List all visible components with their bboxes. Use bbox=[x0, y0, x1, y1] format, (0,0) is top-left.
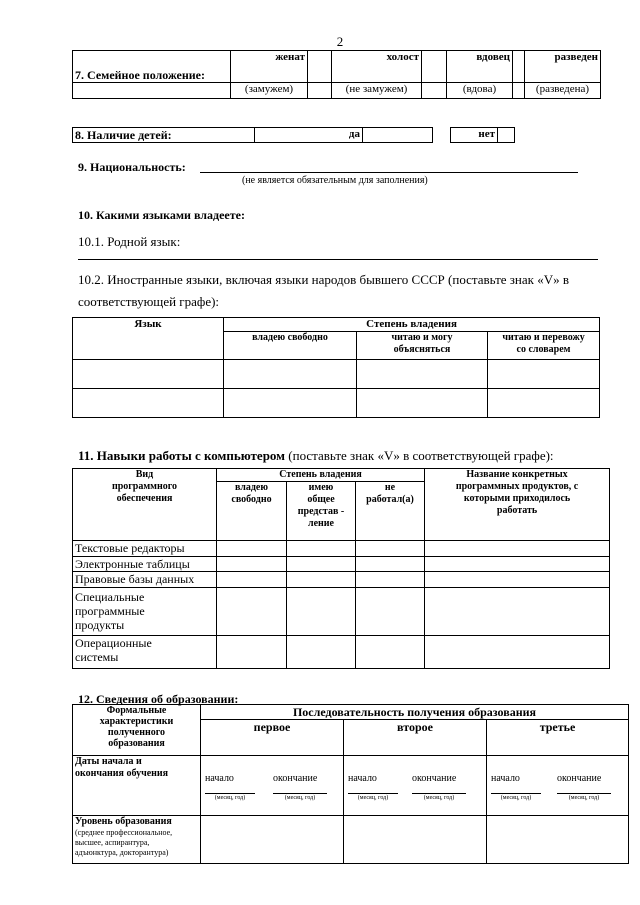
native-language-field[interactable] bbox=[78, 259, 598, 260]
option-widowed: вдовец bbox=[447, 51, 513, 83]
table-row bbox=[73, 556, 610, 571]
option-married: женат bbox=[231, 51, 308, 83]
foreign-languages-text-1: 10.2. Иностранные языки, включая языки народов бывшего СССР (поставьте знак «V» в bbox=[78, 272, 569, 287]
col-skill-general: имею общее представ - ление bbox=[287, 482, 356, 541]
table-row bbox=[73, 636, 610, 669]
col-skill-fluent: владею свободно bbox=[217, 482, 287, 541]
col-formal: Формальные характеристики полученного образования bbox=[73, 705, 201, 756]
table-row bbox=[73, 756, 629, 816]
col-second: второе bbox=[344, 720, 487, 756]
page-number: 2 bbox=[336, 34, 344, 49]
level-first[interactable] bbox=[201, 816, 344, 864]
checkbox-married[interactable] bbox=[308, 51, 332, 83]
row-label: Операционные системы bbox=[73, 636, 217, 669]
start-hint: (месяц, год) bbox=[214, 795, 246, 801]
foreign-languages-text-2: соответствующей графе): bbox=[78, 294, 220, 309]
dates-second[interactable] bbox=[344, 756, 487, 816]
dates-first[interactable] bbox=[201, 756, 344, 816]
option-single-female: (не замужем) bbox=[332, 83, 422, 99]
row-level-label: Уровень образования (среднее профессиональное, высшее, аспирантура, адъюнктура, докторантура) bbox=[73, 816, 201, 864]
col-sequence: Последовательность получения образования bbox=[201, 705, 629, 720]
children-table bbox=[72, 127, 515, 143]
marital-status-table bbox=[72, 50, 601, 99]
row-label: Правовые базы данных bbox=[73, 572, 217, 588]
end-label: окончание bbox=[412, 773, 457, 784]
computer-skills-title: 11. Навыки работы с компьютером (поставьте знак «V» в соответствующей графе): bbox=[78, 448, 554, 463]
start-label: начало bbox=[491, 773, 520, 784]
end-hint: (месяц, год) bbox=[284, 795, 316, 801]
nationality-label: 9. Национальность: bbox=[78, 160, 186, 174]
col-products: Название конкретных программных продуктов, с которыми приходилось работать bbox=[425, 469, 610, 541]
education-table bbox=[72, 704, 629, 864]
computer-skills-table bbox=[72, 468, 610, 669]
option-married-female: (замужем) bbox=[231, 83, 308, 99]
languages-title: 10. Какими языками владеете: bbox=[78, 208, 245, 222]
education-title: 12. Сведения об образовании: bbox=[78, 692, 239, 706]
languages-table bbox=[72, 317, 600, 418]
option-widowed-female: (вдова) bbox=[447, 83, 513, 99]
children-no: нет bbox=[451, 128, 498, 143]
col-read-dictionary: читаю и перевожу со словарем bbox=[488, 332, 600, 360]
end-label: окончание bbox=[557, 773, 602, 784]
end-hint: (месяц, год) bbox=[568, 795, 600, 801]
col-first: первое bbox=[201, 720, 344, 756]
start-hint: (месяц, год) bbox=[357, 795, 389, 801]
row-dates-label: Даты начала и окончания обучения bbox=[73, 756, 201, 816]
option-single: холост bbox=[332, 51, 422, 83]
native-language-label: 10.1. Родной язык: bbox=[78, 234, 181, 249]
nationality-note: (не является обязательным для заполнения) bbox=[242, 175, 428, 186]
checkbox-children-no[interactable] bbox=[498, 128, 515, 143]
table-row bbox=[73, 541, 610, 556]
col-language: Язык bbox=[73, 318, 224, 360]
children-label: 8. Наличие детей: bbox=[73, 128, 255, 143]
col-language-degree: Степень владения bbox=[224, 318, 600, 332]
option-divorced-female: (разведена) bbox=[525, 83, 601, 99]
option-divorced: разведен bbox=[525, 51, 601, 83]
level-third[interactable] bbox=[487, 816, 629, 864]
checkbox-children-yes[interactable] bbox=[363, 128, 433, 143]
col-skill-degree: Степень владения bbox=[217, 469, 425, 482]
checkbox-single[interactable] bbox=[422, 51, 447, 83]
end-label: окончание bbox=[273, 773, 318, 784]
start-label: начало bbox=[205, 773, 234, 784]
row-label: Текстовые редакторы bbox=[73, 541, 217, 556]
col-third: третье bbox=[487, 720, 629, 756]
row-label: Электронные таблицы bbox=[73, 556, 217, 571]
marital-status-label: 7. Семейное положение: bbox=[73, 51, 231, 83]
start-label: начало bbox=[348, 773, 377, 784]
col-fluent: владею свободно bbox=[224, 332, 357, 360]
col-software-type: Вид программного обеспечения bbox=[73, 469, 217, 541]
level-second[interactable] bbox=[344, 816, 487, 864]
children-yes: да bbox=[255, 128, 363, 143]
table-row bbox=[73, 389, 600, 418]
start-hint: (месяц, год) bbox=[500, 795, 532, 801]
table-row bbox=[73, 572, 610, 588]
checkbox-widowed[interactable] bbox=[513, 51, 525, 83]
table-row bbox=[73, 588, 610, 636]
dates-third[interactable] bbox=[487, 756, 629, 816]
row-label: Специальные программные продукты bbox=[73, 588, 217, 636]
col-read-explain: читаю и могу объясняться bbox=[357, 332, 488, 360]
nationality-field[interactable] bbox=[200, 172, 578, 173]
col-skill-none: не работал(а) bbox=[356, 482, 425, 541]
table-row bbox=[73, 816, 629, 864]
end-hint: (месяц, год) bbox=[423, 795, 455, 801]
table-row bbox=[73, 360, 600, 389]
